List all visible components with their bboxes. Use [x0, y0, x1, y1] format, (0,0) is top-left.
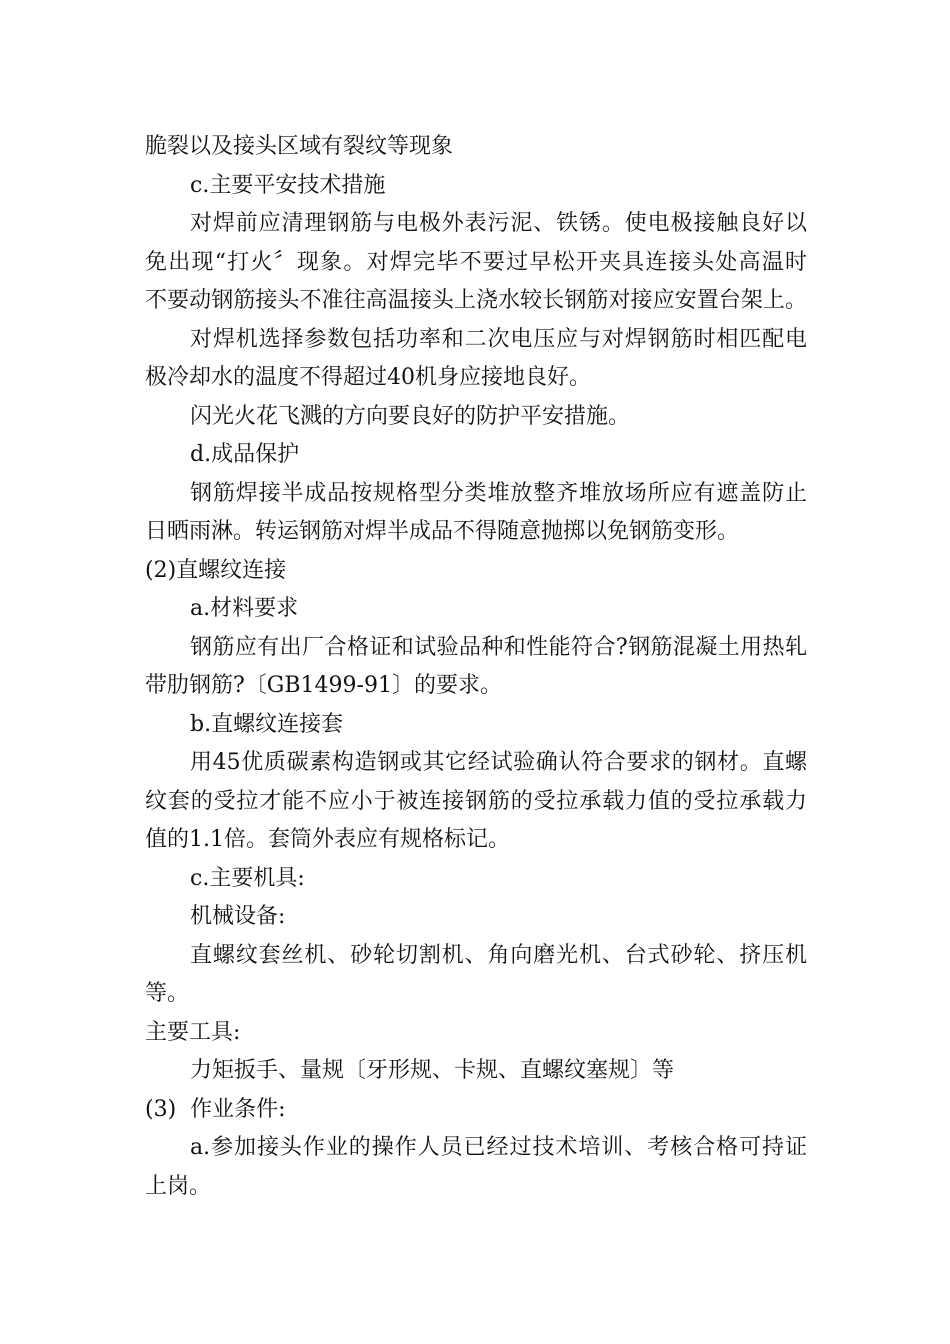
text-line: 对焊前应清理钢筋与电极外表污泥、铁锈。使电极接触良好以	[190, 211, 807, 236]
text-line: 钢筋应有出厂合格证和试验品种和性能符合?钢筋混凝土用热轧	[190, 635, 807, 660]
text-line: 日晒雨淋。转运钢筋对焊半成品不得随意抛掷以免钢筋变形。	[145, 519, 740, 544]
section-heading: (3) 作业条件:	[145, 1097, 286, 1122]
text-line: a.参加接头作业的操作人员已经过技术培训、考核合格可持证	[190, 1135, 807, 1160]
text-line: 用45优质碳素构造钢或其它经试验确认符合要求的钢材。直螺	[190, 750, 807, 775]
text-line: 等。	[145, 981, 190, 1006]
text-line: 钢筋焊接半成品按规格型分类堆放整齐堆放场所应有遮盖防止	[190, 481, 807, 506]
section-heading: a.材料要求	[190, 596, 299, 621]
section-heading: d.成品保护	[190, 442, 300, 467]
section-heading: c.主要平安技术措施	[190, 173, 386, 198]
text-line: 极冷却水的温度不得超过40机身应接地良好。	[145, 365, 591, 390]
text-line: 上岗。	[145, 1174, 212, 1199]
section-heading: b.直螺纹连接套	[190, 712, 344, 737]
text-line: 纹套的受拉才能不应小于被连接钢筋的受拉承载力值的受拉承载力	[145, 789, 807, 814]
text-line: 力矩扳手、量规〔牙形规、卡规、直螺纹塞规〕等	[190, 1058, 675, 1083]
section-heading: 机械设备:	[190, 904, 286, 929]
text-line: 值的1.1倍。套筒外表应有规格标记。	[145, 827, 510, 852]
text-line: 免出现“打火〞现象。对焊完毕不要过早松开夹具连接头处高温时	[145, 250, 807, 275]
text-line: 对焊机选择参数包括功率和二次电压应与对焊钢筋时相匹配电	[190, 327, 807, 352]
section-heading: 主要工具:	[145, 1020, 241, 1045]
section-heading: (2)直螺纹连接	[145, 558, 287, 583]
text-line: 带肋钢筋?〔GB1499-91〕的要求。	[145, 673, 502, 698]
text-line: 直螺纹套丝机、砂轮切割机、角向磨光机、台式砂轮、挤压机	[190, 943, 807, 968]
section-heading: c.主要机具:	[190, 866, 305, 891]
text-line: 不要动钢筋接头不准往高温接头上浇水较长钢筋对接应安置台架上。	[145, 288, 807, 313]
text-line: 闪光火花飞溅的方向要良好的防护平安措施。	[190, 404, 631, 429]
text-line: 脆裂以及接头区域有裂纹等现象	[145, 134, 454, 159]
